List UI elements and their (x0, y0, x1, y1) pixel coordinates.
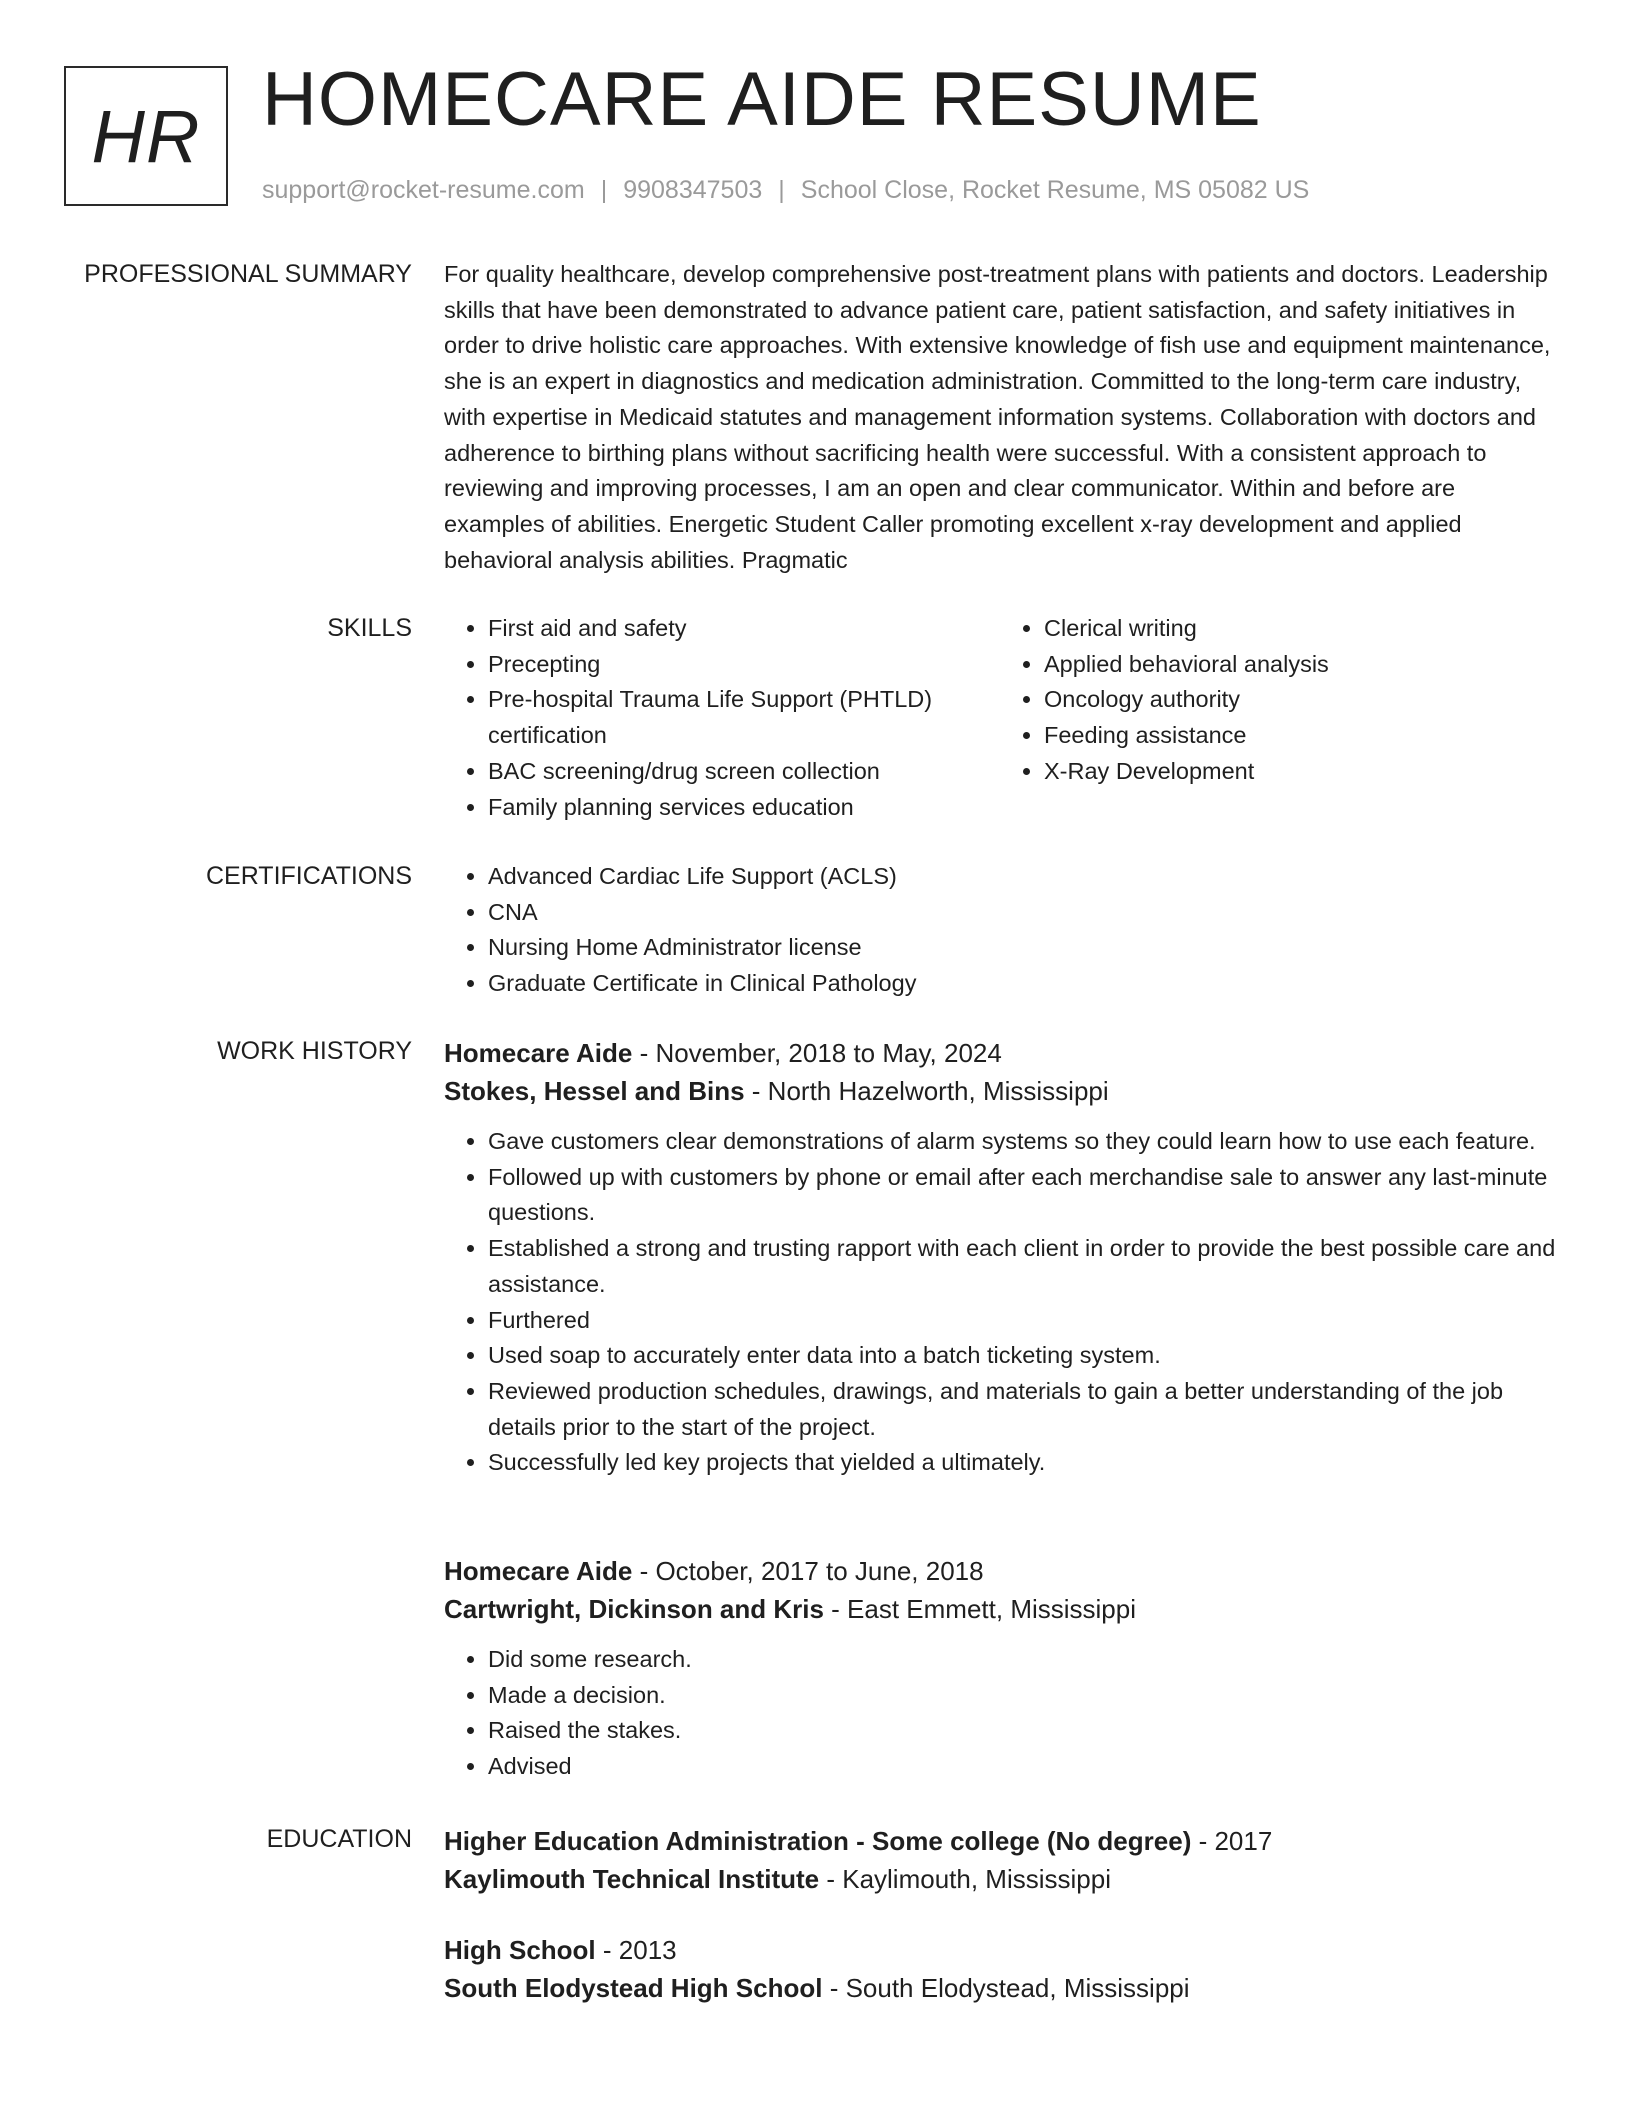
skills-columns (444, 611, 1556, 825)
education-degree-line (444, 1931, 1556, 1969)
contact-email[interactable]: support@rocket-resume.com (262, 176, 585, 204)
skills-list-right (1000, 611, 1556, 825)
job-bullet: • Did some research. (488, 1642, 1556, 1678)
skill-item: • Family planning services education (488, 790, 1000, 826)
job-bullet: • Gave customers clear demonstrations of alarm systems so they could learn how to use each feature. (488, 1124, 1556, 1160)
skill-item: • Precepting (488, 647, 1000, 683)
job-bullet: • Reviewed production schedules, drawings, and materials to gain a better understanding of the job details prior to the start of the project. (488, 1374, 1556, 1445)
summary-text: For quality healthcare, develop comprehensive post-treatment plans with patients and doctors. Leadership skills that have been demonstrated to advance patient care, patient satisfaction, and safety initiatives in order to drive holistic care approaches. With extensive knowledge of fish use and equipment maintenance, she is an expert in diagnostics and medication administration. Committed to the long-term care industry, with expertise in Medicaid statutes and management information systems. Collaboration with doctors and adherence to birthing plans without sacrificing health were successful. With a consistent approach to reviewing and improving processes, I am an open and clear communicator. Within and before are examples of abilities. Energetic Student Caller promoting excellent x-ray development and applied behavioral analysis abilities. Pragmatic (444, 261, 1551, 573)
education-location: - Kaylimouth, Mississippi (819, 1864, 1111, 1894)
certification-item: • Advanced Cardiac Life Support (ACLS) (488, 859, 1556, 895)
certification-item: • CNA (488, 895, 1556, 931)
monogram-box (64, 66, 228, 206)
job-bullet-list (444, 1124, 1556, 1481)
education-degree: High School (444, 1935, 596, 1965)
education-degree-line (444, 1822, 1556, 1860)
job-title: Homecare Aide (444, 1038, 633, 1068)
certifications-list (444, 859, 1556, 1002)
job-bullet: • Established a strong and trusting rapport with each client in order to provide the best possible care and assistance. (488, 1231, 1556, 1302)
section-label-work-history: WORK HISTORY (217, 1037, 412, 1065)
education-entry (444, 1822, 1556, 1898)
job-entry (444, 1034, 1556, 1481)
skill-item: • Feeding assistance (1044, 718, 1556, 754)
skill-item: • Applied behavioral analysis (1044, 647, 1556, 683)
job-location: - East Emmett, Mississippi (823, 1594, 1137, 1624)
education-school-line (444, 1969, 1556, 2007)
skill-item: • X-Ray Development (1044, 754, 1556, 790)
job-bullet: • Raised the stakes. (488, 1713, 1556, 1749)
job-entry (444, 1552, 1556, 1785)
skill-item: • Pre-hospital Trauma Life Support (PHTLD) certification (488, 682, 1000, 753)
job-company-line (444, 1590, 1556, 1628)
job-title-line (444, 1552, 1556, 1590)
section-label-summary: PROFESSIONAL SUMMARY (84, 260, 412, 288)
education-year: - 2013 (595, 1935, 677, 1965)
education-degree: Higher Education Administration - Some college (No degree) (444, 1826, 1192, 1856)
education-school: South Elodystead High School (444, 1973, 823, 2003)
job-bullet: • Used soap to accurately enter data into a batch ticketing system. (488, 1338, 1556, 1374)
certification-item: • Graduate Certificate in Clinical Pathology (488, 966, 1556, 1002)
contact-phone[interactable]: 9908347503 (623, 176, 763, 204)
job-bullet: • Successfully led key projects that yielded a ultimately. (488, 1445, 1556, 1481)
job-title: Homecare Aide (444, 1556, 633, 1586)
contact-address: School Close, Rocket Resume, MS 05082 US (800, 176, 1310, 204)
job-bullet: • Followed up with customers by phone or email after each merchandise sale to answer any last-minute questions. (488, 1160, 1556, 1231)
job-bullet: • Advised (488, 1749, 1556, 1785)
education-location: - South Elodystead, Mississippi (822, 1973, 1190, 2003)
certification-item: • Nursing Home Administrator license (488, 930, 1556, 966)
monogram-initials: HR (91, 94, 201, 178)
job-dates: - November, 2018 to May, 2024 (632, 1038, 1002, 1068)
section-label-certifications: CERTIFICATIONS (205, 862, 412, 890)
job-title-line (444, 1034, 1556, 1072)
skill-item: • Clerical writing (1044, 611, 1556, 647)
certifications-body (444, 859, 1556, 1002)
skill-item: • BAC screening/drug screen collection (488, 754, 1000, 790)
education-school: Kaylimouth Technical Institute (444, 1864, 820, 1894)
job-dates: - October, 2017 to June, 2018 (632, 1556, 984, 1586)
skill-item: • Oncology authority (1044, 682, 1556, 718)
job-location: - North Hazelworth, Mississippi (744, 1076, 1109, 1106)
education-school-line (444, 1860, 1556, 1898)
contact-line (262, 174, 1309, 206)
contact-separator: | (600, 176, 608, 204)
contact-separator: | (778, 176, 785, 204)
section-label-skills: SKILLS (327, 614, 412, 642)
job-bullet: • Furthered (488, 1303, 1556, 1339)
education-year: - 2017 (1191, 1826, 1273, 1856)
job-bullet-list (444, 1642, 1556, 1785)
section-label-education: EDUCATION (266, 1825, 412, 1853)
skill-item: • First aid and safety (488, 611, 1000, 647)
skills-list-left (444, 611, 1000, 825)
job-bullet: • Made a decision. (488, 1678, 1556, 1714)
resume-title: HOMECARE AIDE RESUME (262, 57, 1262, 142)
job-company: Stokes, Hessel and Bins (444, 1076, 745, 1106)
job-company-line (444, 1072, 1556, 1110)
education-entry (444, 1931, 1556, 2007)
job-company: Cartwright, Dickinson and Kris (444, 1594, 824, 1624)
